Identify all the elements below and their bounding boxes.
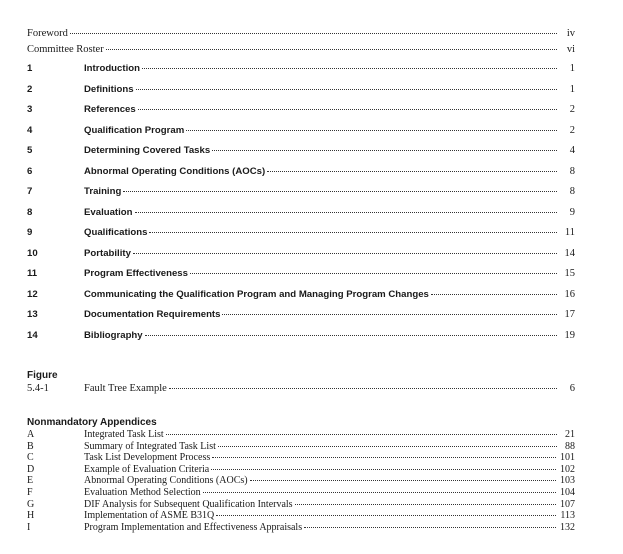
toc-entry-number: 8: [27, 206, 33, 218]
toc-chapter-entry[interactable]: [27, 186, 575, 207]
toc-entry-number: 11: [27, 268, 38, 279]
toc-entry-number: E: [27, 475, 34, 487]
toc-entry-number: 9: [27, 227, 33, 238]
dot-leader: [212, 457, 556, 458]
toc-entry-page: 104: [560, 486, 575, 498]
toc-entry-title: DIF Analysis for Subsequent Qualification Intervals: [84, 498, 293, 510]
toc-entry-number: F: [27, 486, 33, 498]
toc-appendix-entry[interactable]: [27, 522, 575, 534]
toc-figure-entry[interactable]: [27, 383, 575, 397]
toc-entry-page: 11: [564, 227, 575, 238]
dot-leader: [218, 446, 557, 447]
toc-chapter-entry[interactable]: [27, 309, 575, 330]
toc-entry-title: Definitions: [84, 83, 134, 95]
toc-entry-number: 13: [27, 309, 38, 320]
toc-entry-number: G: [27, 498, 35, 510]
toc-entry-page: 21: [565, 429, 575, 440]
dot-leader: [142, 68, 557, 69]
dot-leader: [138, 109, 557, 110]
dot-leader: [203, 492, 556, 493]
toc-entry-page: 88: [565, 440, 575, 452]
dot-leader: [211, 469, 556, 470]
toc-entry-page: 132: [560, 521, 575, 533]
toc-entry-page: 113: [560, 510, 575, 522]
toc-entry-page: iv: [566, 28, 575, 39]
toc-entry-title: Abnormal Operating Conditions (AOCs): [84, 165, 266, 177]
toc-chapter-entry[interactable]: [27, 330, 575, 351]
toc-entry-page: 1: [569, 63, 575, 74]
appendix-list: [27, 417, 575, 533]
toc-appendix-entry[interactable]: [27, 510, 575, 522]
toc-chapter-entry[interactable]: [27, 63, 575, 84]
toc-entry-number: I: [27, 521, 31, 533]
toc-entry-number: 6: [27, 165, 33, 177]
dot-leader: [250, 480, 556, 481]
dot-leader: [186, 130, 557, 131]
toc-entry-page: 15: [564, 268, 575, 279]
toc-chapter-entry[interactable]: [27, 248, 575, 269]
toc-entry-title: Communicating the Qualification Program and Managing Program Changes: [84, 288, 429, 300]
dot-leader: [295, 504, 556, 505]
toc-entry-page: 103: [560, 475, 575, 487]
toc-entry-title: Summary of Integrated Task List: [84, 440, 216, 452]
toc-entry-number: 14: [27, 329, 38, 341]
dot-leader: [304, 527, 556, 528]
toc-appendix-entry[interactable]: [27, 464, 575, 476]
toc-appendix-entry[interactable]: [27, 499, 575, 511]
toc-entry-title: Program Effectiveness: [84, 268, 188, 279]
toc-entry-title: Integrated Task List: [84, 429, 164, 440]
toc-entry-page: 19: [564, 329, 575, 341]
dot-leader: [166, 434, 557, 435]
toc-entry-title: Committee Roster: [27, 44, 104, 55]
toc-entry-title: References: [84, 104, 136, 115]
dot-leader: [212, 150, 557, 151]
toc-appendix-entry[interactable]: [27, 429, 575, 441]
toc-appendix-entry[interactable]: [27, 452, 575, 464]
toc-chapter-entry[interactable]: [27, 145, 575, 166]
toc-chapter-entry[interactable]: [27, 289, 575, 310]
toc-entry-title: Qualification Program: [84, 124, 185, 136]
toc-entry-number: 12: [27, 288, 38, 300]
toc-chapter-entry[interactable]: [27, 227, 575, 248]
dot-leader: [149, 232, 557, 233]
toc-entry-page: 2: [569, 104, 575, 115]
appendix-section-heading: Nonmandatory Appendices: [27, 417, 157, 428]
toc-chapter-entry[interactable]: [27, 84, 575, 105]
toc-entry-title: Introduction: [84, 63, 140, 74]
toc-entry-page: 8: [569, 165, 575, 177]
toc-entry-number: B: [27, 440, 34, 452]
toc-entry-title: Qualifications: [84, 227, 148, 238]
dot-leader: [123, 191, 557, 192]
toc-entry-committee-roster[interactable]: [27, 44, 575, 60]
dot-leader: [136, 89, 557, 90]
toc-entry-title: Fault Tree Example: [84, 383, 167, 394]
toc-entry-page: 6: [569, 383, 575, 394]
toc-entry-title: Task List Development Process: [84, 452, 211, 464]
toc-entry-title: Foreword: [27, 28, 68, 39]
toc-entry-page: 16: [564, 288, 575, 300]
toc-chapter-entry[interactable]: [27, 125, 575, 146]
toc-entry-foreword[interactable]: [27, 28, 575, 44]
toc-entry-number: 2: [27, 83, 33, 95]
toc-entry-page: 101: [560, 452, 575, 464]
dot-leader: [106, 49, 557, 50]
toc-appendix-entry[interactable]: [27, 441, 575, 453]
toc-entry-title: Training: [84, 186, 122, 197]
toc-entry-title: Documentation Requirements: [84, 309, 221, 320]
toc-entry-page: 2: [569, 124, 575, 136]
toc-entry-number: 5.4-1: [27, 383, 49, 394]
toc-entry-title: Bibliography: [84, 329, 143, 341]
toc-entry-number: 3: [27, 104, 33, 115]
toc-entry-number: 10: [27, 247, 38, 259]
toc-chapter-entry[interactable]: [27, 268, 575, 289]
front-matter-list: [27, 28, 575, 60]
toc-entry-page: 9: [569, 206, 575, 218]
dot-leader: [135, 212, 557, 213]
toc-entry-number: H: [27, 510, 35, 522]
toc-entry-title: Evaluation: [84, 206, 133, 218]
chapter-list: [27, 63, 575, 350]
toc-entry-page: 102: [560, 463, 575, 475]
toc-entry-page: 17: [564, 309, 575, 320]
dot-leader: [145, 335, 557, 336]
toc-entry-number: 7: [27, 186, 33, 197]
toc-entry-title: Portability: [84, 247, 131, 259]
dot-leader: [190, 273, 557, 274]
table-of-contents: [27, 28, 575, 533]
toc-appendix-entry[interactable]: [27, 487, 575, 499]
dot-leader: [216, 515, 556, 516]
toc-chapter-entry[interactable]: [27, 104, 575, 125]
toc-entry-number: 5: [27, 145, 33, 156]
toc-chapter-entry[interactable]: [27, 166, 575, 187]
toc-entry-number: D: [27, 463, 35, 475]
toc-entry-page: 14: [564, 247, 575, 259]
figure-section-heading: Figure: [27, 370, 58, 381]
dot-leader: [169, 388, 557, 389]
toc-entry-page: 107: [560, 498, 575, 510]
toc-entry-page: 8: [569, 186, 575, 197]
toc-entry-title: Example of Evaluation Criteria: [84, 463, 210, 475]
toc-entry-number: 4: [27, 124, 33, 136]
toc-entry-title: Implementation of ASME B31Q: [84, 510, 215, 522]
toc-entry-number: 1: [27, 63, 33, 74]
dot-leader: [133, 253, 557, 254]
dot-leader: [431, 294, 557, 295]
figure-list: [27, 370, 575, 397]
dot-leader: [222, 314, 557, 315]
dot-leader: [70, 33, 557, 34]
toc-entry-page: 4: [569, 145, 575, 156]
toc-entry-title: Program Implementation and Effectiveness Appraisals: [84, 521, 303, 533]
toc-entry-title: Determining Covered Tasks: [84, 145, 211, 156]
toc-entry-title: Abnormal Operating Conditions (AOCs): [84, 475, 248, 487]
toc-entry-number: C: [27, 452, 34, 464]
toc-entry-title: Evaluation Method Selection: [84, 486, 201, 498]
toc-chapter-entry[interactable]: [27, 207, 575, 228]
toc-appendix-entry[interactable]: [27, 475, 575, 487]
dot-leader: [267, 171, 557, 172]
toc-entry-number: A: [27, 429, 35, 440]
toc-entry-page: vi: [566, 44, 575, 55]
toc-entry-page: 1: [569, 83, 575, 95]
